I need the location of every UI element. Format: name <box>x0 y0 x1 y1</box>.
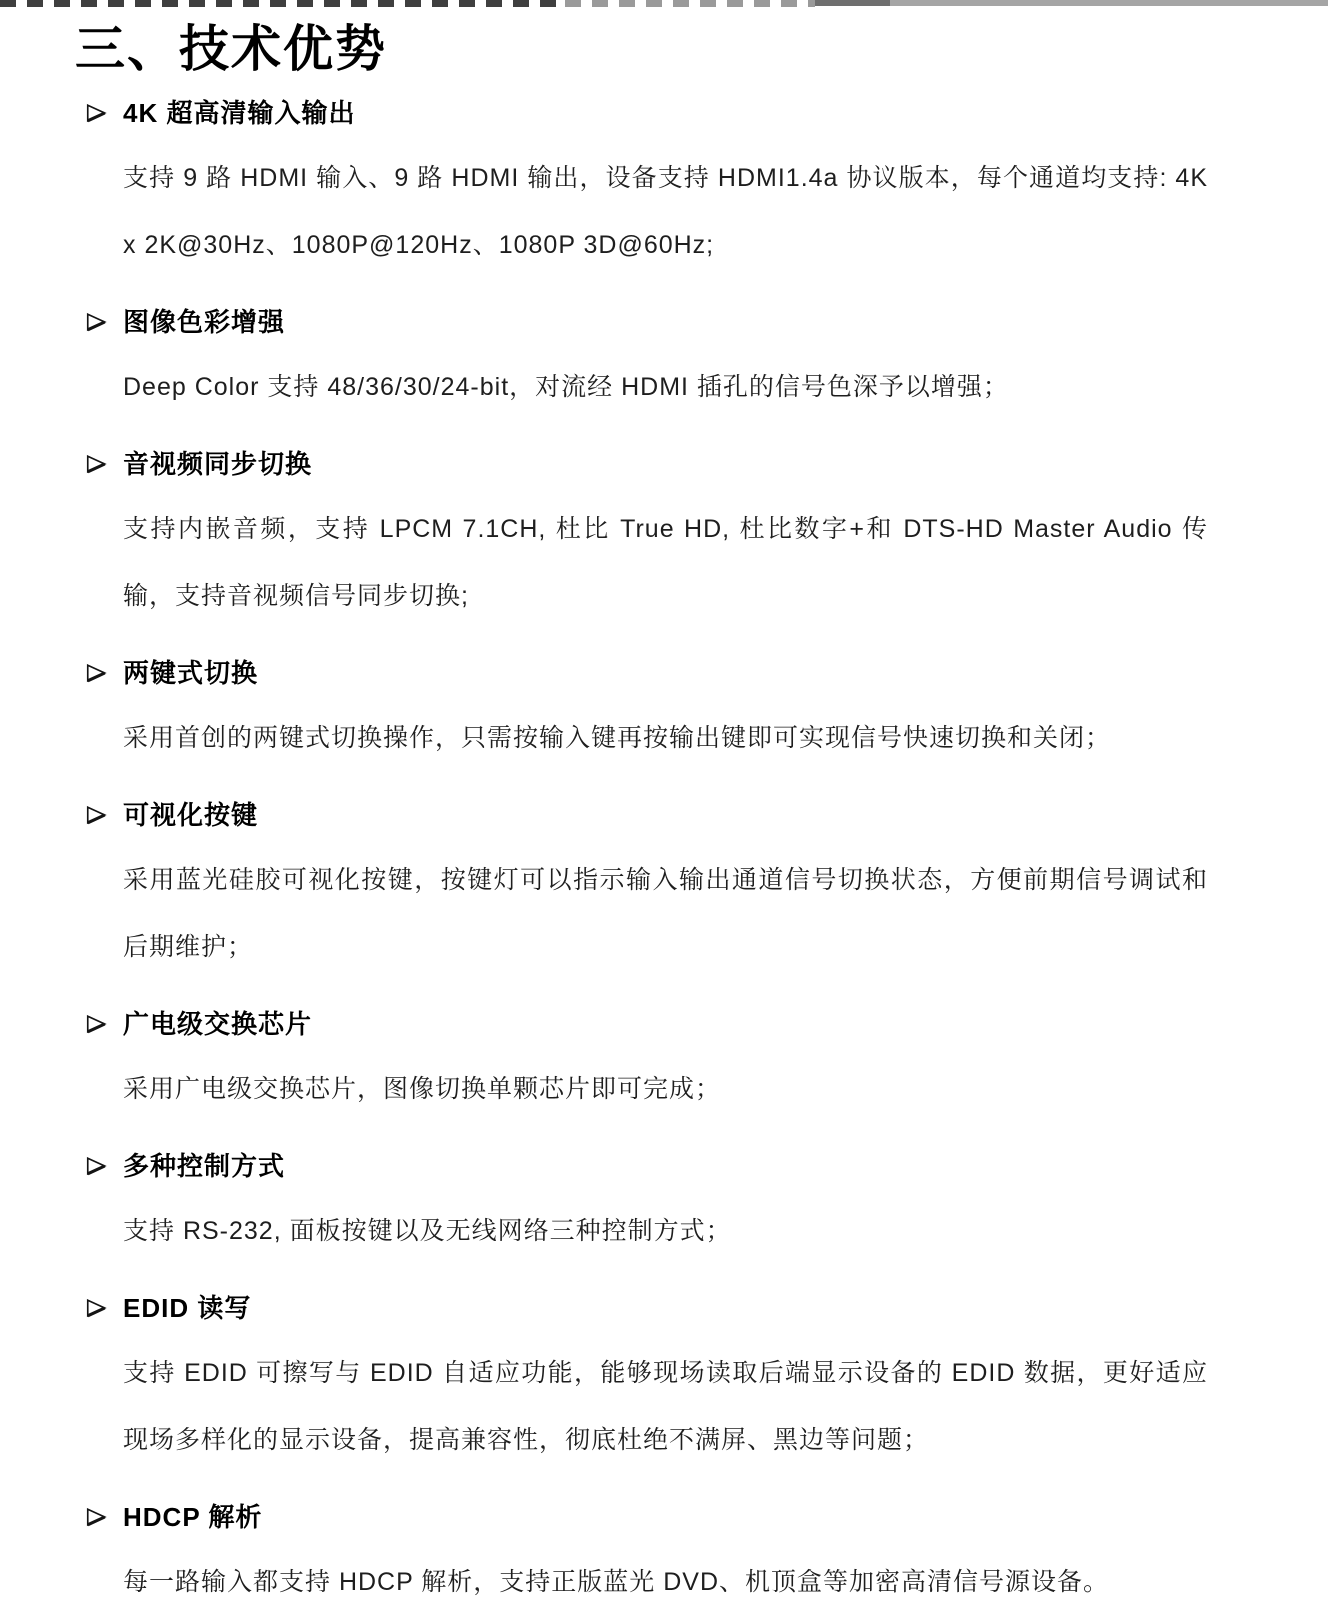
feature-heading-row <box>85 305 1208 339</box>
feature-description: 采用首创的两键式切换操作，只需按输入键再按输出键即可实现信号快速切换和关闭； <box>123 724 1112 752</box>
scan-line-gray-segment <box>890 0 1328 6</box>
feature-heading-row <box>85 1149 1208 1183</box>
feature-heading-row <box>85 1500 1208 1534</box>
arrow-bullet-icon <box>85 1013 107 1035</box>
feature-description: 采用蓝光硅胶可视化按键，按键灯可以指示输入输出通道信号切换状态，方便前期信号调试和后期维护； <box>123 866 1208 961</box>
arrow-bullet-icon <box>85 662 107 684</box>
feature-item <box>75 798 1208 981</box>
arrow-bullet-icon <box>85 1297 107 1319</box>
feature-description: 支持内嵌音频，支持 LPCM 7.1CH, 杜比 True HD, 杜比数字+和 DTS-HD Master Audio 传输，支持音视频信号同步切换; <box>123 515 1208 610</box>
feature-title: 两键式切换 <box>123 658 259 688</box>
arrow-bullet-icon <box>85 453 107 475</box>
feature-title: 图像色彩增强 <box>123 307 286 337</box>
feature-heading-row <box>85 1007 1208 1041</box>
feature-description: 支持 9 路 HDMI 输入、9 路 HDMI 输出，设备支持 HDMI1.4a 协议版本，每个通道均支持: 4K x 2K@30Hz、1080P@120Hz、1080P 3D@60Hz; <box>123 164 1208 259</box>
arrow-bullet-icon <box>85 1506 107 1528</box>
scan-line-dark-segment <box>815 0 890 6</box>
feature-heading-row <box>85 656 1208 690</box>
feature-description: Deep Color 支持 48/36/30/24-bit，对流经 HDMI 插孔的信号色深予以增强； <box>123 373 1009 401</box>
feature-item <box>75 1291 1208 1474</box>
feature-title: 音视频同步切换 <box>123 449 313 479</box>
page-title: 三、技术优势 <box>75 21 387 77</box>
feature-item <box>75 1007 1208 1123</box>
feature-title: 4K 超高清输入输出 <box>123 98 356 128</box>
feature-item <box>75 656 1208 772</box>
feature-heading-row <box>85 447 1208 481</box>
feature-item <box>75 305 1208 421</box>
feature-description: 采用广电级交换芯片，图像切换单颗芯片即可完成； <box>123 1075 722 1103</box>
feature-title: HDCP 解析 <box>123 1502 263 1532</box>
scan-dashes-light <box>565 0 815 7</box>
feature-item <box>75 447 1208 630</box>
feature-description: 支持 EDID 可擦写与 EDID 自适应功能，能够现场读取后端显示设备的 EDID 数据，更好适应现场多样化的显示设备，提高兼容性，彻底杜绝不满屏、黑边等问题； <box>123 1359 1208 1454</box>
feature-list <box>75 96 1208 1616</box>
feature-item <box>75 96 1208 279</box>
feature-title: 可视化按键 <box>123 800 259 830</box>
arrow-bullet-icon <box>85 102 107 124</box>
feature-title: 广电级交换芯片 <box>123 1009 313 1039</box>
feature-heading-row <box>85 798 1208 832</box>
scan-dashes-dark <box>0 0 565 7</box>
feature-heading-row <box>85 1291 1208 1325</box>
feature-description: 支持 RS-232, 面板按键以及无线网络三种控制方式； <box>123 1217 732 1245</box>
feature-item <box>75 1149 1208 1265</box>
arrow-bullet-icon <box>85 311 107 333</box>
feature-title: 多种控制方式 <box>123 1151 286 1181</box>
feature-description: 每一路输入都支持 HDCP 解析，支持正版蓝光 DVD、机顶盒等加密高清信号源设备。 <box>123 1568 1110 1596</box>
scan-artifact-top <box>0 0 1328 8</box>
arrow-bullet-icon <box>85 1155 107 1177</box>
feature-title: EDID 读写 <box>123 1293 252 1323</box>
feature-heading-row <box>85 96 1208 130</box>
arrow-bullet-icon <box>85 804 107 826</box>
